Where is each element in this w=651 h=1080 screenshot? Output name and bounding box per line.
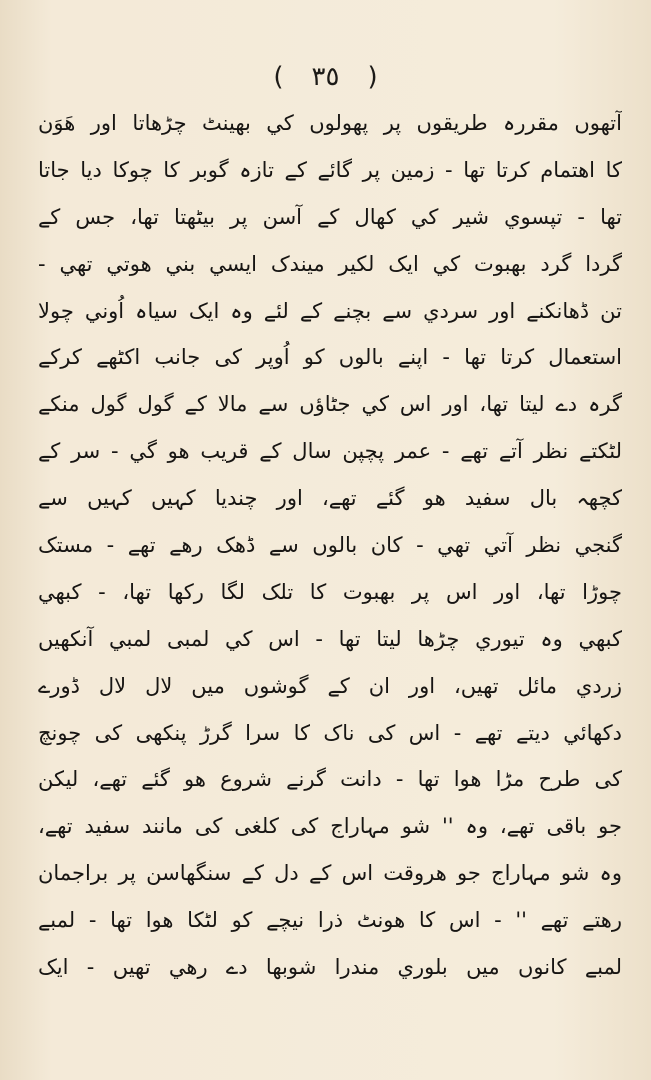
text-line: رھتے تھے '' - اس کا ھونٹ ذرا نیچے کو لٹکا ھوا تھا - لمبے	[38, 908, 622, 933]
text-line: کچھہ بال سفید ھو گئے تھے، اور چندیا کہیں کہیں سے	[38, 486, 622, 511]
text-line: وہ شو مہاراج جو ھروقت اس کے دل کے سنگھاسن پر براجمان	[38, 861, 622, 886]
text-line: زردي مائل تھیں، اور ان کے گوشوں میں لال لال ڈورے	[38, 673, 622, 698]
page-number-paren-close: )	[367, 62, 378, 92]
text-line: دکھائي دیتے تھے - اس کی ناک کا سرا گرڑ پنکھی کی چونچ	[38, 720, 622, 745]
text-line: کبھي وہ تیوري چڑھا لیتا تھا - اس کي لمبی لمبي آنکھیں	[38, 626, 622, 651]
text-line: تن ڈھانکنے اور سردي سے بچنے کے لئے وہ ایک سیاہ اُوني چولا	[38, 298, 622, 323]
text-line: گرہ دے لیتا تھا، اور اس کي جٹاؤں سے مالا کے گول گول منکے	[38, 392, 622, 417]
text-line: لمبے کانوں میں بلوري مندرا شوبھا دے رھي تھیں - ایک	[38, 955, 622, 980]
text-line: گردا گرد بھبوت کي ایک لکیر میندک ایسي بني ھوتي تھي -	[38, 251, 622, 276]
text-line: جو باقی تھے، وہ '' شو مہاراج کی کلغی کی مانند سفید تھے،	[38, 814, 622, 839]
page-number	[0, 62, 651, 92]
text-line: چوڑا تھا، اور اس پر بھبوت کا تلک لگا رکھا تھا، - کبھي	[38, 579, 622, 604]
text-line: گنجي نظر آتي تھي - کان بالوں سے ڈھک رھے تھے - مستک	[38, 533, 622, 558]
body-text	[38, 100, 622, 991]
text-line: لٹکتے نظر آتے تھے - عمر پچپن سال کے قریب ھو گي - سر کے	[38, 439, 622, 464]
page-number-paren-open: (	[273, 62, 284, 92]
text-line: تھا - تپسوي شیر کي کھال کے آسن پر بیٹھتا تھا، جس کے	[38, 204, 622, 229]
page-number-value: ٣٥	[311, 62, 340, 92]
text-line: کا اھتمام کرتا تھا - زمین پر گائے کے تازہ گوبر کا چوکا دیا جاتا	[38, 157, 622, 182]
text-line: استعمال کرتا تھا - اپنے بالوں کو اُوپر کی جانب اکٹھے کرکے	[38, 345, 622, 370]
text-line: آتھوں مقررہ طریقوں پر پھولوں کي بھینٹ چڑھاتا اور ھَوَن	[38, 111, 622, 135]
text-line: کی طرح مڑا ھوا تھا - دانت گرنے شروع ھو گئے تھے، لیکن	[38, 767, 622, 792]
